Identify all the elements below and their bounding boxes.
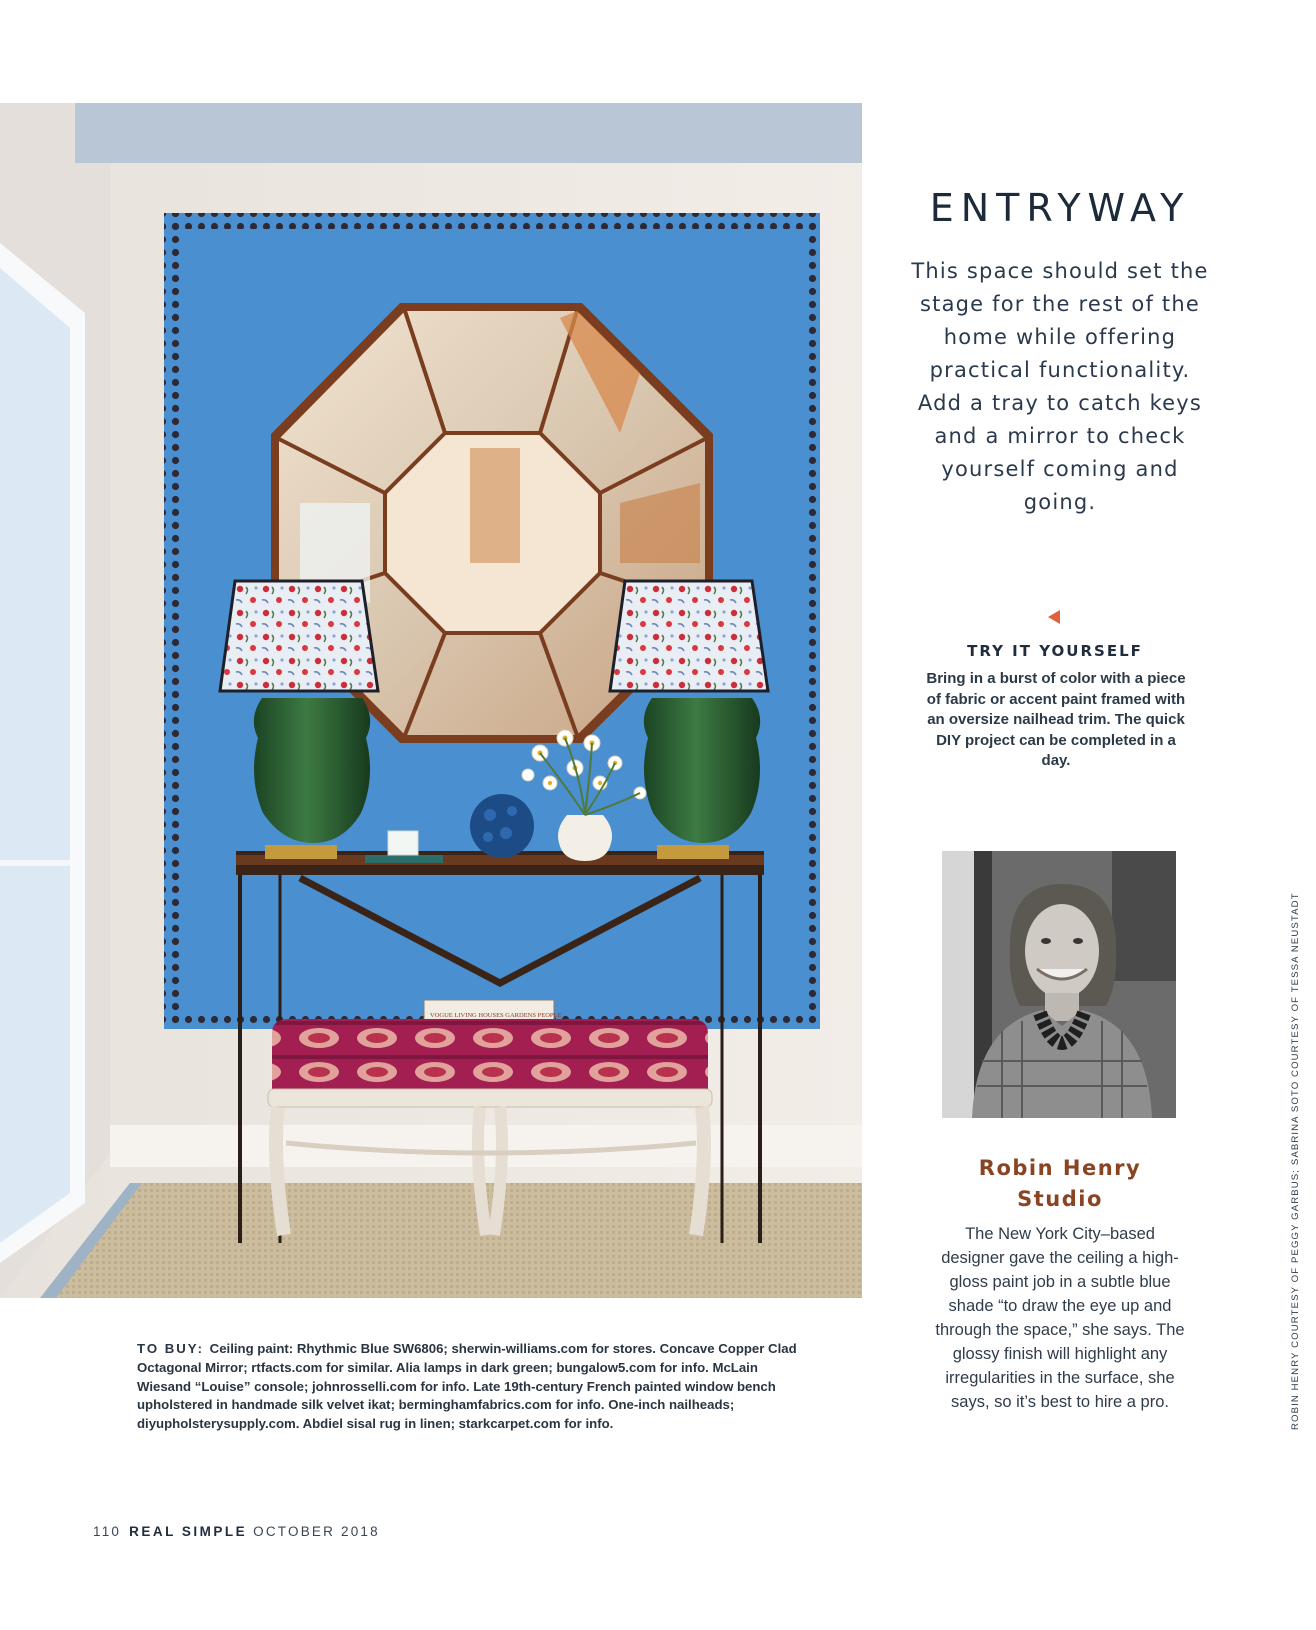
photo-credit: ROBIN HENRY COURTESY OF PEGGY GARBUS; SABRINA SOTO COURTESY OF TESSA NEUSTADT	[1290, 892, 1301, 1430]
to-buy-label: TO BUY:	[137, 1341, 204, 1356]
designer-name	[940, 1153, 1180, 1215]
section-title: ENTRYWAY	[929, 186, 1191, 230]
designer-name-line1: Robin Henry	[978, 1156, 1142, 1180]
intro-text: This space should set the stage for the rest of the home while offering practical functionality. Add a tray to catch keys and a mirror to check yourself coming and going.	[911, 259, 1209, 514]
tip-body: Bring in a burst of color with a piece of fabric or accent paint framed with an oversize nailhead trim. The quick DIY project can be completed in a day.	[926, 670, 1186, 769]
page-folio	[93, 1524, 380, 1539]
designer-portrait-illustration	[942, 851, 1176, 1118]
to-buy-caption	[137, 1340, 807, 1434]
tip-arrow-icon	[1048, 610, 1060, 624]
issue-date: OCTOBER 2018	[253, 1524, 380, 1539]
book-spine-top: VOGUE LIVING HOUSES GARDENS PEOPLE	[430, 1012, 562, 1019]
magazine-name: REAL SIMPLE	[129, 1524, 248, 1539]
page-number: 110	[93, 1524, 122, 1539]
designer-name-line2: Studio	[1017, 1187, 1103, 1211]
designer-portrait	[942, 851, 1176, 1118]
designer-body: The New York City–based designer gave the ceiling a high-gloss paint job in a subtle blue shade “to draw the eye up and through the space,” she says. The glossy finish will highlight any irregularities in the surface, she says, so it’s best to hire a pro.	[935, 1225, 1185, 1411]
to-buy-text: Ceiling paint: Rhythmic Blue SW6806; sherwin-williams.com for stores. Concave Copper Clad Octagonal Mirror; rtfacts.com for similar. Alia lamps in dark green; bungalow5.com for info. McLain Wiesand “Louise” console; johnrosselli.com for info. Late 19th-century French painted window bench upholstered in handmade silk velvet ikat; berminghamfabrics.com for info. One-inch nailheads; diyupholsterysupply.com. Abdiel sisal rug in linen; starkcarpet.com for info.	[137, 1341, 797, 1432]
tip-heading: TRY IT YOURSELF	[967, 642, 1143, 660]
entryway-photo-illustration	[0, 103, 862, 1298]
entryway-photo	[0, 103, 862, 1298]
